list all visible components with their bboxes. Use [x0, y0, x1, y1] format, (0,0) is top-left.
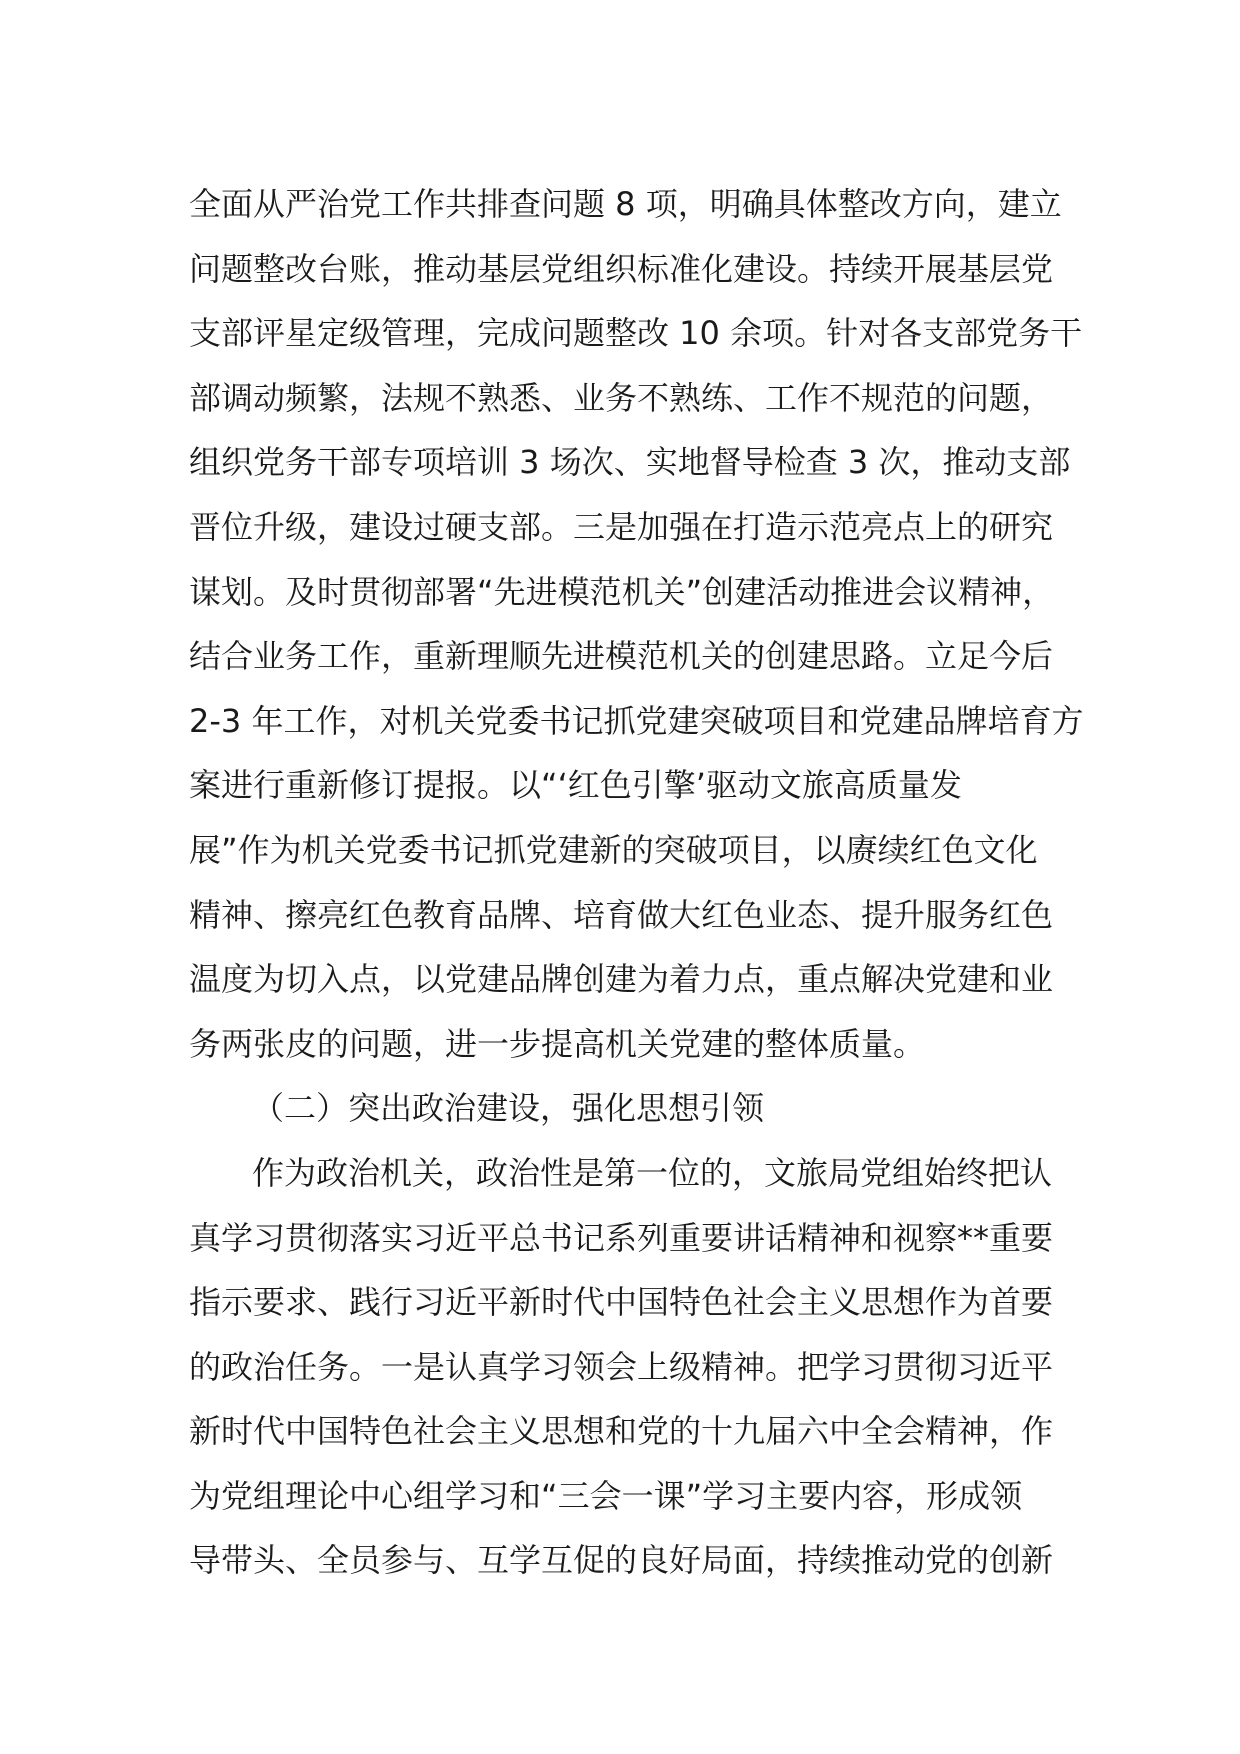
paragraph-line: 精神、擦亮红色教育品牌、培育做大红色业态、提升服务红色: [189, 895, 1054, 934]
paragraph-line: 务两张皮的问题，进一步提高机关党建的整体质量。: [189, 1024, 926, 1063]
paragraph-line: 真学习贯彻落实习近平总书记系列重要讲话精神和视察**重要: [189, 1218, 1054, 1257]
paragraph-line: 的政治任务。一是认真学习领会上级精神。把学习贯彻习近平: [189, 1347, 1054, 1386]
paragraph-line: 新时代中国特色社会主义思想和党的十九届六中全会精神，作: [189, 1412, 1054, 1451]
paragraph-line: 温度为切入点，以党建品牌创建为着力点，重点解决党建和业: [189, 960, 1054, 999]
paragraph-line: 部调动频繁，法规不熟悉、业务不熟练、工作不规范的问题，: [189, 378, 1054, 417]
paragraph-line: 2-3 年工作，对机关党委书记抓党建突破项目和党建品牌培育方: [189, 701, 1084, 740]
paragraph-line: 展”作为机关党委书记抓党建新的突破项目，以赓续红色文化: [189, 830, 1038, 869]
paragraph-line: 作为政治机关，政治性是第一位的，文旅局党组始终把认: [252, 1153, 1053, 1192]
paragraph-line: 为党组理论中心组学习和“三会一课”学习主要内容，形成领: [189, 1476, 1023, 1515]
paragraph-line: 全面从严治党工作共排查问题 8 项，明确具体整改方向，建立: [189, 185, 1062, 223]
section-heading: （二）突出政治建设，强化思想引领: [252, 1089, 765, 1128]
paragraph-line: 案进行重新修订提报。以“‘红色引擎’驱动文旅高质量发: [189, 766, 962, 805]
paragraph-line: 结合业务工作，重新理顺先进模范机关的创建思路。立足今后: [189, 637, 1054, 676]
body-text: [189, 172, 1084, 1593]
paragraph-line: 导带头、全员参与、互学互促的良好局面，持续推动党的创新: [189, 1541, 1054, 1580]
paragraph-line: 支部评星定级管理，完成问题整改 10 余项。针对各支部党务干: [189, 314, 1083, 353]
paragraph-line: 指示要求、践行习近平新时代中国特色社会主义思想作为首要: [189, 1283, 1054, 1322]
paragraph-line: 晋位升级，建设过硬支部。三是加强在打造示范亮点上的研究: [189, 507, 1054, 546]
paragraph-line: 谋划。及时贯彻部署“先进模范机关”创建活动推进会议精神，: [189, 572, 1055, 611]
paragraph-line: 组织党务干部专项培训 3 场次、实地督导检查 3 次，推动支部: [189, 443, 1071, 482]
paragraph-line: 问题整改台账，推动基层党组织标准化建设。持续开展基层党: [189, 249, 1054, 288]
